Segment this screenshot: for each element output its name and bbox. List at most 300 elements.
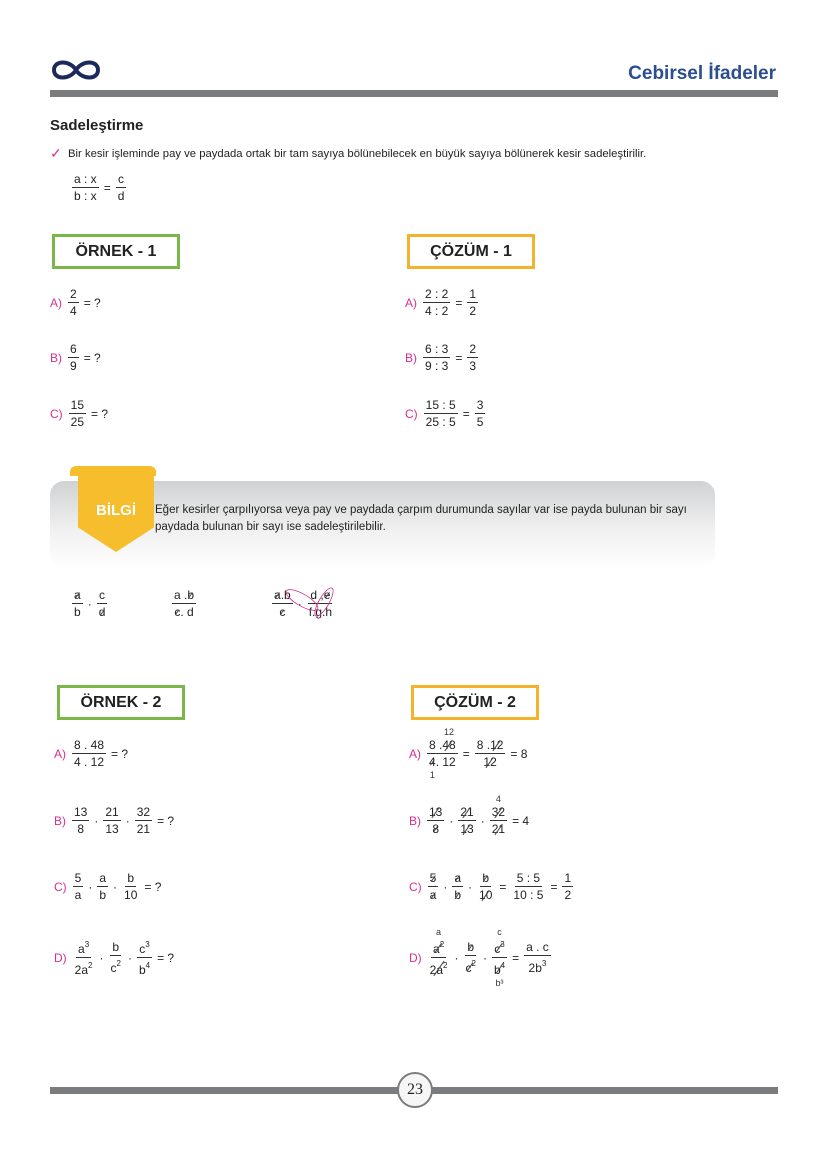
denominator: [73, 958, 95, 977]
cozum2-item: [409, 871, 575, 902]
cozum1-item: [405, 398, 487, 429]
fraction: [428, 871, 439, 902]
term-text: 25 : 5: [425, 415, 456, 429]
term-text: . d: [180, 605, 194, 619]
item-label: C): [50, 406, 63, 421]
numerator: [475, 398, 486, 414]
term: [425, 359, 448, 373]
term: [74, 755, 104, 769]
fraction: [172, 588, 196, 619]
numerator: [110, 940, 121, 956]
term-text: b: [493, 963, 501, 977]
fraction: [72, 738, 106, 769]
term: [469, 287, 476, 301]
term-text: 8 . 48: [74, 738, 105, 752]
cancelled-term: [433, 927, 445, 956]
term: [99, 588, 105, 602]
cancelled-term: [467, 940, 474, 954]
denominator: [428, 887, 439, 902]
cancelled-term: [479, 888, 492, 902]
term-text: a .: [174, 588, 188, 602]
denominator: [430, 821, 441, 836]
cancelled-term: [454, 871, 461, 885]
ornek2-item: [54, 805, 177, 836]
term: [105, 822, 118, 836]
numerator: [69, 398, 86, 414]
ornek1-item: [50, 287, 104, 318]
operator: ·: [113, 879, 118, 894]
denominator: [69, 414, 86, 429]
denominator: [562, 887, 573, 902]
cancelled-term: [442, 727, 456, 752]
operator: = ?: [91, 406, 109, 421]
term-text: b: [99, 888, 107, 902]
term: [75, 888, 82, 902]
term-text: a: [274, 588, 281, 602]
term-text: b: [467, 940, 475, 954]
denominator: [72, 754, 106, 769]
denominator: [423, 358, 450, 373]
term-text: a: [74, 588, 81, 602]
term: [78, 938, 89, 956]
term: [564, 888, 571, 902]
numerator: [423, 342, 450, 358]
fraction: [73, 938, 95, 977]
item-label: B): [405, 350, 417, 365]
denominator: [116, 188, 127, 203]
cancel-result: 4: [495, 794, 501, 804]
expression: [71, 938, 177, 977]
cancelled-term: [492, 822, 505, 836]
cozum-1-label: ÇÖZÜM - 1: [407, 234, 535, 269]
section-title: Sadeleştirme: [50, 117, 144, 134]
item-label: C): [409, 879, 422, 894]
cozum2-item: [409, 794, 532, 836]
term-text: b: [112, 940, 120, 954]
term-text: b: [454, 888, 462, 902]
expression: [421, 342, 480, 373]
term: [477, 738, 490, 752]
numerator: [524, 940, 551, 956]
denominator: [97, 887, 108, 902]
fraction: [423, 287, 450, 318]
term: [529, 957, 547, 975]
term: [139, 959, 150, 977]
fraction: [490, 794, 507, 836]
denominator: [75, 821, 86, 836]
term: [74, 605, 81, 619]
term-text: .g.h: [312, 605, 333, 619]
term-text: 10: [124, 888, 138, 902]
fraction: [452, 871, 463, 902]
fraction: [427, 727, 458, 780]
chapter-title: Cebirsel İfadeler: [628, 63, 776, 84]
term-text: 4 : 2: [425, 304, 449, 318]
term-text: a: [429, 888, 437, 902]
fraction: [69, 398, 86, 429]
denominator: [427, 754, 458, 780]
numerator: [68, 287, 79, 303]
fraction: [458, 805, 475, 836]
denominator: [527, 956, 549, 975]
denominator: [458, 821, 475, 836]
denominator: [103, 821, 120, 836]
numerator: [72, 805, 89, 821]
term-text: . 12: [435, 755, 456, 769]
term-text: d: [117, 189, 125, 203]
cancel-result: c: [497, 927, 502, 937]
exponent: 2: [116, 959, 121, 968]
term-text: 2: [564, 888, 572, 902]
numerator: [427, 805, 444, 821]
exponent: 2: [443, 961, 448, 970]
exponent: 2: [88, 961, 93, 970]
denominator: [477, 887, 494, 902]
term: [74, 189, 97, 203]
cancelled-term: [491, 794, 506, 819]
fraction: [423, 342, 450, 373]
item-label: B): [409, 813, 421, 828]
cancelled-term: [99, 605, 106, 619]
term-text: c: [174, 605, 181, 619]
numerator: [427, 727, 458, 754]
exponent: 2: [471, 959, 476, 968]
term: [124, 888, 137, 902]
term-text: 8: [432, 822, 440, 836]
term-text: 21: [491, 822, 506, 836]
term: [105, 805, 118, 819]
formula: [70, 172, 128, 203]
numerator: [424, 398, 458, 414]
fraction: [524, 940, 551, 975]
term-text: 21: [460, 805, 474, 819]
operator: = ?: [111, 746, 129, 761]
operator: = ?: [144, 879, 162, 894]
fraction: [72, 172, 99, 203]
term-text: 3: [476, 398, 484, 412]
cancelled-term: [494, 927, 505, 956]
term-text: b: [74, 605, 81, 619]
numerator: [76, 938, 91, 958]
numerator: [423, 287, 450, 303]
fraction: [428, 927, 450, 977]
expression: [426, 927, 553, 988]
term: [110, 957, 120, 975]
infinity-logo-icon: [50, 58, 102, 82]
term-text: 4 . 12: [74, 755, 105, 769]
numerator: [467, 342, 478, 358]
expression: [421, 287, 480, 318]
term-text: 8 .: [476, 738, 491, 752]
term-text: 5: [429, 871, 437, 885]
term-text: b: [127, 871, 135, 885]
term-text: 1: [469, 287, 477, 301]
operator: =: [455, 350, 463, 365]
term: [70, 359, 77, 373]
expression: [70, 738, 131, 769]
numerator: [452, 871, 463, 887]
cancel-result: 12: [444, 727, 455, 737]
numerator: [97, 588, 107, 604]
fraction: [97, 588, 108, 619]
expression: [71, 871, 165, 902]
term: [118, 189, 125, 203]
term: [513, 888, 543, 902]
exponent: 4: [145, 961, 151, 970]
term: [112, 940, 119, 954]
numerator: [103, 805, 120, 821]
item-label: B): [54, 813, 66, 828]
term-text: c: [279, 605, 286, 619]
term-text: a: [74, 888, 82, 902]
operator: ·: [127, 950, 132, 965]
operator: = ?: [83, 350, 101, 365]
term-text: 4: [70, 304, 77, 318]
cancel-example-2: [170, 588, 198, 619]
fraction: [477, 871, 494, 902]
numerator: [137, 938, 151, 958]
term: [75, 871, 82, 885]
exponent: 4: [500, 961, 506, 970]
operator: ·: [468, 879, 473, 894]
fraction: [137, 938, 152, 977]
term: [426, 415, 456, 429]
item-label: C): [54, 879, 67, 894]
term-text: 5 : 5: [516, 871, 541, 885]
cancelled-term: [483, 755, 496, 769]
term-text: a . c: [526, 940, 549, 954]
fraction: [511, 871, 545, 902]
operator: = 8: [510, 746, 528, 761]
term: [180, 605, 193, 619]
denominator: [467, 358, 478, 373]
operator: =: [455, 295, 463, 310]
operator: =: [462, 406, 470, 421]
item-label: D): [54, 950, 67, 965]
operator: ·: [454, 950, 459, 965]
operator: = ?: [157, 950, 175, 965]
denominator: [467, 303, 478, 318]
denominator: [135, 821, 152, 836]
expression: [70, 805, 177, 836]
term-text: 13: [429, 805, 443, 819]
term-text: 5: [476, 415, 484, 429]
numerator: [431, 927, 446, 958]
ornek2-item: [54, 938, 177, 977]
term: [71, 415, 84, 429]
cancel-result: b³: [495, 978, 504, 988]
term: [99, 871, 106, 885]
denominator: [122, 887, 139, 902]
term-text: b: [187, 588, 195, 602]
denominator: [72, 188, 99, 203]
term: [118, 172, 124, 186]
term-text: 2 : 2: [425, 287, 449, 301]
term: [99, 888, 106, 902]
term-text: 15: [70, 398, 85, 412]
denominator: [72, 604, 83, 619]
denominator: [463, 956, 477, 975]
term-text: b: [138, 963, 146, 977]
denominator: [511, 887, 545, 902]
exponent: 3: [145, 940, 150, 949]
item-label: D): [409, 950, 422, 965]
term-text: 1: [564, 871, 572, 885]
numerator: [97, 871, 108, 887]
term: [429, 738, 442, 752]
numerator: [72, 172, 99, 188]
term-text: c: [465, 961, 472, 975]
denominator: [97, 604, 108, 619]
term-text: 4: [429, 755, 436, 769]
term: [425, 304, 448, 318]
fraction: [492, 927, 507, 988]
term-text: c: [494, 942, 501, 956]
denominator: [481, 754, 498, 769]
cozum2-item: [409, 927, 553, 988]
term-text: c: [99, 588, 106, 602]
fraction: [424, 398, 458, 429]
term: [517, 871, 540, 885]
numerator: [428, 871, 439, 887]
denominator: [73, 887, 84, 902]
term-text: e: [323, 588, 331, 602]
cancelled-term: [430, 888, 437, 902]
denominator: [68, 358, 79, 373]
fraction: [68, 342, 79, 373]
numerator: [73, 871, 84, 887]
numerator: [135, 805, 152, 821]
cancelled-term: [465, 957, 475, 975]
term-text: 2: [469, 342, 477, 356]
operator: =: [499, 879, 507, 894]
term-text: b : x: [74, 189, 97, 203]
term: [70, 304, 77, 318]
fraction: [72, 588, 83, 619]
term-text: 6 : 3: [425, 342, 449, 356]
expression: [66, 287, 104, 318]
term-text: 21: [136, 822, 151, 836]
denominator: [428, 958, 450, 977]
denominator: [492, 958, 507, 988]
denominator: [108, 956, 122, 975]
term: [469, 304, 476, 318]
numerator: [116, 172, 126, 188]
fraction: [73, 871, 84, 902]
cancel-example-1: [70, 588, 109, 619]
cancelled-term: [430, 871, 437, 885]
operator: = ?: [83, 295, 101, 310]
exponent: 3: [500, 940, 505, 949]
fraction: [475, 398, 486, 429]
term-text: a: [454, 871, 462, 885]
numerator: [562, 871, 573, 887]
term-text: 2a: [74, 963, 89, 977]
ornek2-item: [54, 738, 131, 769]
term-text: 2a: [429, 963, 444, 977]
term-text: 6: [70, 342, 77, 356]
cozum1-item: [405, 342, 480, 373]
term: [139, 938, 149, 956]
exponent: 3: [84, 940, 90, 949]
term: [469, 359, 476, 373]
fraction: [108, 940, 122, 975]
numerator: [72, 738, 106, 754]
term-text: d: [98, 605, 106, 619]
term-text: 10: [479, 888, 493, 902]
operator: ·: [99, 950, 104, 965]
item-label: A): [50, 295, 62, 310]
ornek-1-label: ÖRNEK - 1: [52, 234, 180, 269]
numerator: [490, 794, 507, 821]
cancel-result: 1: [429, 770, 435, 780]
fraction: [475, 738, 506, 769]
denominator: [452, 887, 463, 902]
cancel-result: a: [436, 927, 442, 937]
term-text: 8: [77, 822, 85, 836]
term: [70, 342, 77, 356]
operator: = 4: [512, 813, 530, 828]
term: [425, 287, 448, 301]
numerator: [458, 805, 475, 821]
term-text: .b: [280, 588, 291, 602]
term: [174, 588, 187, 602]
cozum1-item: [405, 287, 480, 318]
cancelled-term: [493, 959, 506, 988]
term: [526, 940, 549, 954]
term-text: 48: [442, 738, 456, 752]
cancelled-term: [74, 588, 81, 602]
cancelled-term: [432, 822, 439, 836]
fraction: [562, 871, 573, 902]
term-text: a: [78, 942, 85, 956]
operator: =: [550, 879, 558, 894]
term: [469, 342, 476, 356]
operator: ·: [443, 879, 448, 894]
operator: =: [103, 180, 111, 195]
cancelled-term: [429, 755, 436, 780]
cancelled-term: [482, 871, 489, 885]
term: [127, 871, 134, 885]
operator: ·: [87, 596, 92, 611]
term: [436, 755, 456, 769]
operator: = ?: [157, 813, 175, 828]
ornek-2-label: ÖRNEK - 2: [57, 685, 185, 720]
term: [477, 415, 484, 429]
term: [74, 738, 104, 752]
expression: [425, 727, 530, 780]
term: [70, 287, 77, 301]
checkmark-icon: ✓: [50, 145, 62, 161]
term-text: 9: [70, 359, 77, 373]
denominator: [424, 414, 458, 429]
ornek1-item: [50, 342, 104, 373]
term: [564, 871, 571, 885]
term-text: 9 : 3: [425, 359, 449, 373]
fraction: [122, 871, 139, 902]
term: [74, 172, 97, 186]
denominator: [137, 958, 152, 977]
cozum-2-label: ÇÖZÜM - 2: [411, 685, 539, 720]
numerator: [467, 287, 478, 303]
fraction: [135, 805, 152, 836]
exponent: 2: [439, 940, 445, 949]
operator: =: [512, 950, 520, 965]
operator: ·: [125, 813, 130, 828]
bilgi-text: Eğer kesirler çarpılıyorsa veya pay ve paydada çarpım durumunda sayılar var ise payda bulunan bir sayı paydada bulunan bir sayı ise sadeleştirilebilir.: [155, 504, 687, 533]
term: [137, 805, 150, 819]
fraction: [467, 342, 478, 373]
